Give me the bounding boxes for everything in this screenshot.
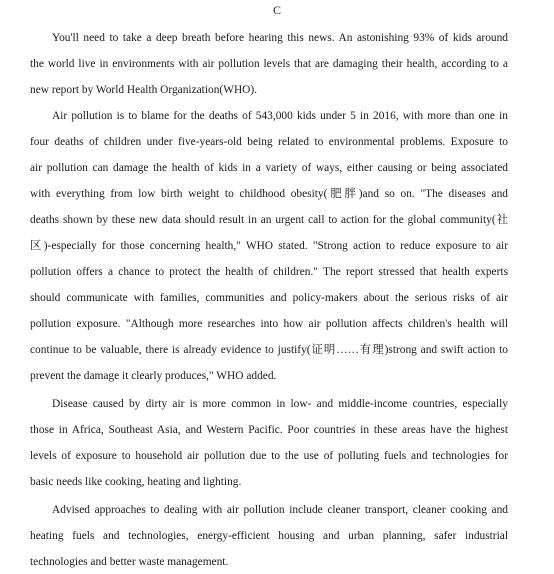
paragraph-4-line-3: technologies and better waste management. [30, 556, 229, 568]
paragraph-3-line-3: levels of exposure to household air pollution due to the use of polluting fuels and technologies for [30, 450, 508, 462]
paragraph-2-line-10: continue to be valuable, there is already evidence to justify(证明……有理)strong and swift action to [30, 344, 508, 356]
paragraph-4-line-2: heating fuels and technologies, energy-efficient housing and urban planning, safer industrial [30, 530, 508, 542]
paragraph-4-line-1: Advised approaches to dealing with air pollution include cleaner transport, cleaner cooking and [52, 504, 508, 516]
paragraph-2-line-7: pollution offers a chance to protect the health of children." The report stressed that health experts [30, 266, 508, 278]
paragraph-1-line-3: new report by World Health Organization(WHO). [30, 84, 258, 96]
section-label: C [272, 3, 281, 17]
paragraph-2-line-3: air pollution can damage the health of kids in a variety of ways, either causing or being associated [30, 162, 508, 174]
paragraph-2-line-4: with everything from low birth weight to childhood obesity(肥胖)and so on. "The diseases and [30, 188, 508, 200]
paragraph-2-line-9: pollution exposure. "Although more researches into how air pollution affects children's health will [30, 318, 508, 330]
paragraph-2-line-1: Air pollution is to blame for the deaths of 543,000 kids under 5 in 2016, with more than one in [52, 110, 508, 122]
paragraph-2-line-5: deaths shown by these new data should result in an urgent call to action for the global community(社 [30, 214, 508, 226]
paragraph-3-line-4: basic needs like cooking, heating and lighting. [30, 476, 242, 488]
paragraph-1-line-2: the world live in environments with air pollution levels that are damaging their health, according to a [30, 58, 508, 70]
paragraph-2-line-6: 区)-especially for those concerning health," WHO stated. "Strong action to reduce exposure to air [30, 240, 508, 252]
paragraph-2-line-2: four deaths of children under five-years-old being related to environmental problems. Exposure to [30, 136, 508, 148]
paragraph-2-line-11: prevent the damage it clearly produces," WHO added. [30, 370, 277, 382]
paragraph-3-line-2: those in Africa, Southeast Asia, and Western Pacific. Poor countries in these areas have the highest [30, 424, 508, 436]
paragraph-3-line-1: Disease caused by dirty air is more common in low- and middle-income countries, especially [52, 398, 508, 410]
paragraph-1-line-1: You'll need to take a deep breath before hearing this news. An astonishing 93% of kids around [52, 32, 508, 44]
paragraph-2-line-8: should communicate with families, communities and policy-makers about the serious risks of air [30, 292, 508, 304]
